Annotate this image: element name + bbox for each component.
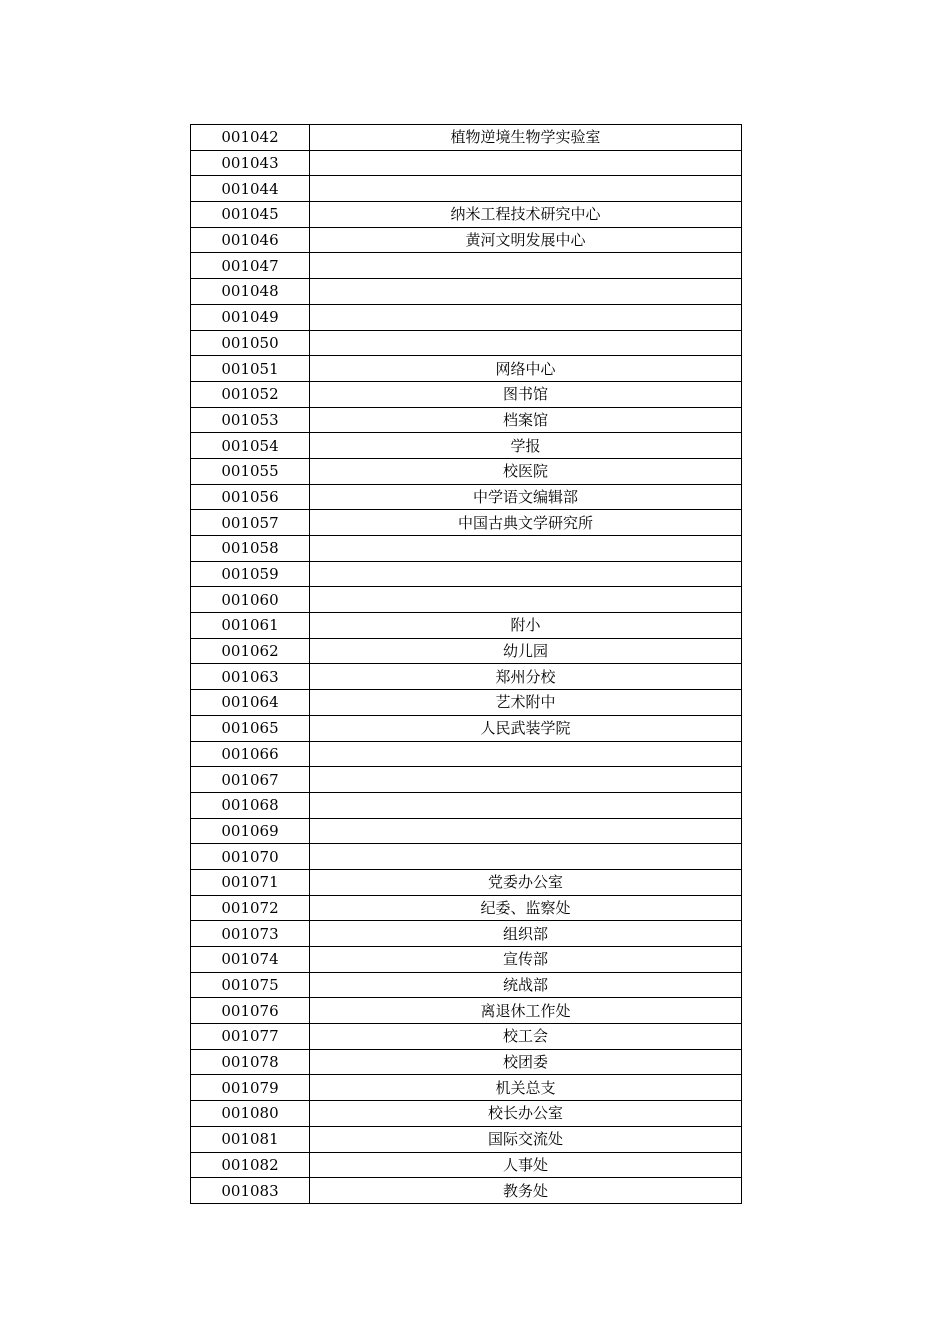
table-row — [191, 279, 742, 305]
unit-name-cell — [310, 150, 742, 176]
unit-code-cell: 001058 — [191, 536, 310, 562]
unit-name-cell — [310, 536, 742, 562]
table-row — [191, 407, 742, 433]
table-row — [191, 947, 742, 973]
unit-code-cell: 001067 — [191, 767, 310, 793]
unit-name-cell: 党委办公室 — [310, 869, 742, 895]
table-row — [191, 1101, 742, 1127]
table-row — [191, 792, 742, 818]
table-row — [191, 202, 742, 228]
unit-name-cell — [310, 818, 742, 844]
table-row — [191, 1049, 742, 1075]
table-row — [191, 1178, 742, 1204]
unit-name-cell: 档案馆 — [310, 407, 742, 433]
table-row — [191, 484, 742, 510]
unit-name-cell — [310, 767, 742, 793]
table-row — [191, 381, 742, 407]
unit-code-cell: 001080 — [191, 1101, 310, 1127]
unit-code-cell: 001052 — [191, 381, 310, 407]
table-row — [191, 587, 742, 613]
table-row — [191, 304, 742, 330]
table-row — [191, 869, 742, 895]
unit-name-cell: 统战部 — [310, 972, 742, 998]
unit-code-cell: 001047 — [191, 253, 310, 279]
unit-code-cell: 001044 — [191, 176, 310, 202]
unit-name-cell — [310, 587, 742, 613]
unit-code-cell: 001045 — [191, 202, 310, 228]
unit-code-cell: 001055 — [191, 458, 310, 484]
unit-code-cell: 001066 — [191, 741, 310, 767]
unit-name-cell: 离退休工作处 — [310, 998, 742, 1024]
table-row — [191, 767, 742, 793]
unit-name-cell — [310, 330, 742, 356]
table-row — [191, 176, 742, 202]
unit-name-cell: 组织部 — [310, 921, 742, 947]
unit-code-cell: 001053 — [191, 407, 310, 433]
table-row — [191, 1152, 742, 1178]
unit-code-cell: 001057 — [191, 510, 310, 536]
unit-name-cell: 网络中心 — [310, 356, 742, 382]
table-row — [191, 921, 742, 947]
table-row — [191, 818, 742, 844]
unit-name-cell: 幼儿园 — [310, 638, 742, 664]
table-row — [191, 330, 742, 356]
unit-code-cell: 001068 — [191, 792, 310, 818]
table-row — [191, 536, 742, 562]
unit-name-cell: 宣传部 — [310, 947, 742, 973]
unit-name-cell: 人事处 — [310, 1152, 742, 1178]
unit-code-cell: 001075 — [191, 972, 310, 998]
unit-name-cell: 校团委 — [310, 1049, 742, 1075]
unit-name-cell — [310, 561, 742, 587]
unit-name-cell: 校医院 — [310, 458, 742, 484]
table-row — [191, 1075, 742, 1101]
unit-code-cell: 001081 — [191, 1126, 310, 1152]
unit-name-cell — [310, 792, 742, 818]
unit-code-cell: 001056 — [191, 484, 310, 510]
unit-code-cell: 001074 — [191, 947, 310, 973]
unit-name-cell: 图书馆 — [310, 381, 742, 407]
unit-code-cell: 001064 — [191, 690, 310, 716]
unit-name-cell — [310, 844, 742, 870]
table-row — [191, 613, 742, 639]
table-row — [191, 1024, 742, 1050]
table-row — [191, 998, 742, 1024]
unit-code-cell: 001078 — [191, 1049, 310, 1075]
unit-name-cell: 黄河文明发展中心 — [310, 227, 742, 253]
unit-code-cell: 001083 — [191, 1178, 310, 1204]
table-row — [191, 150, 742, 176]
unit-name-cell: 中国古典文学研究所 — [310, 510, 742, 536]
unit-name-cell: 郑州分校 — [310, 664, 742, 690]
unit-code-cell: 001043 — [191, 150, 310, 176]
unit-code-cell: 001070 — [191, 844, 310, 870]
unit-code-cell: 001060 — [191, 587, 310, 613]
unit-name-cell — [310, 279, 742, 305]
table-row — [191, 356, 742, 382]
table-row — [191, 895, 742, 921]
unit-name-cell: 纪委、监察处 — [310, 895, 742, 921]
table-row — [191, 458, 742, 484]
table-row — [191, 638, 742, 664]
unit-name-cell: 植物逆境生物学实验室 — [310, 125, 742, 151]
table-row — [191, 690, 742, 716]
unit-code-cell: 001063 — [191, 664, 310, 690]
unit-code-cell: 001050 — [191, 330, 310, 356]
unit-name-cell: 校长办公室 — [310, 1101, 742, 1127]
unit-name-cell: 校工会 — [310, 1024, 742, 1050]
unit-code-cell: 001076 — [191, 998, 310, 1024]
unit-code-cell: 001072 — [191, 895, 310, 921]
unit-code-cell: 001054 — [191, 433, 310, 459]
unit-code-cell: 001042 — [191, 125, 310, 151]
unit-code-cell: 001051 — [191, 356, 310, 382]
table-row — [191, 664, 742, 690]
unit-code-cell: 001069 — [191, 818, 310, 844]
unit-code-cell: 001073 — [191, 921, 310, 947]
unit-code-cell: 001046 — [191, 227, 310, 253]
unit-code-cell: 001049 — [191, 304, 310, 330]
unit-code-cell: 001059 — [191, 561, 310, 587]
unit-name-cell: 机关总支 — [310, 1075, 742, 1101]
unit-name-cell: 附小 — [310, 613, 742, 639]
table-row — [191, 715, 742, 741]
table-body — [191, 125, 742, 1204]
unit-code-cell: 001061 — [191, 613, 310, 639]
unit-name-cell: 艺术附中 — [310, 690, 742, 716]
unit-name-cell — [310, 741, 742, 767]
unit-code-cell: 001071 — [191, 869, 310, 895]
unit-name-cell: 纳米工程技术研究中心 — [310, 202, 742, 228]
unit-code-cell: 001062 — [191, 638, 310, 664]
unit-name-cell — [310, 304, 742, 330]
unit-name-cell: 中学语文编辑部 — [310, 484, 742, 510]
unit-code-table — [190, 124, 742, 1204]
unit-code-cell: 001077 — [191, 1024, 310, 1050]
table-row — [191, 433, 742, 459]
table-row — [191, 972, 742, 998]
table-row — [191, 227, 742, 253]
table-row — [191, 844, 742, 870]
table-row — [191, 561, 742, 587]
unit-name-cell — [310, 176, 742, 202]
unit-code-cell: 001048 — [191, 279, 310, 305]
table-row — [191, 741, 742, 767]
table-row — [191, 510, 742, 536]
unit-name-cell — [310, 253, 742, 279]
unit-name-cell: 人民武装学院 — [310, 715, 742, 741]
table-row — [191, 125, 742, 151]
unit-code-cell: 001079 — [191, 1075, 310, 1101]
table-row — [191, 1126, 742, 1152]
unit-code-cell: 001065 — [191, 715, 310, 741]
unit-name-cell: 学报 — [310, 433, 742, 459]
table-row — [191, 253, 742, 279]
unit-name-cell: 国际交流处 — [310, 1126, 742, 1152]
unit-code-cell: 001082 — [191, 1152, 310, 1178]
unit-name-cell: 教务处 — [310, 1178, 742, 1204]
